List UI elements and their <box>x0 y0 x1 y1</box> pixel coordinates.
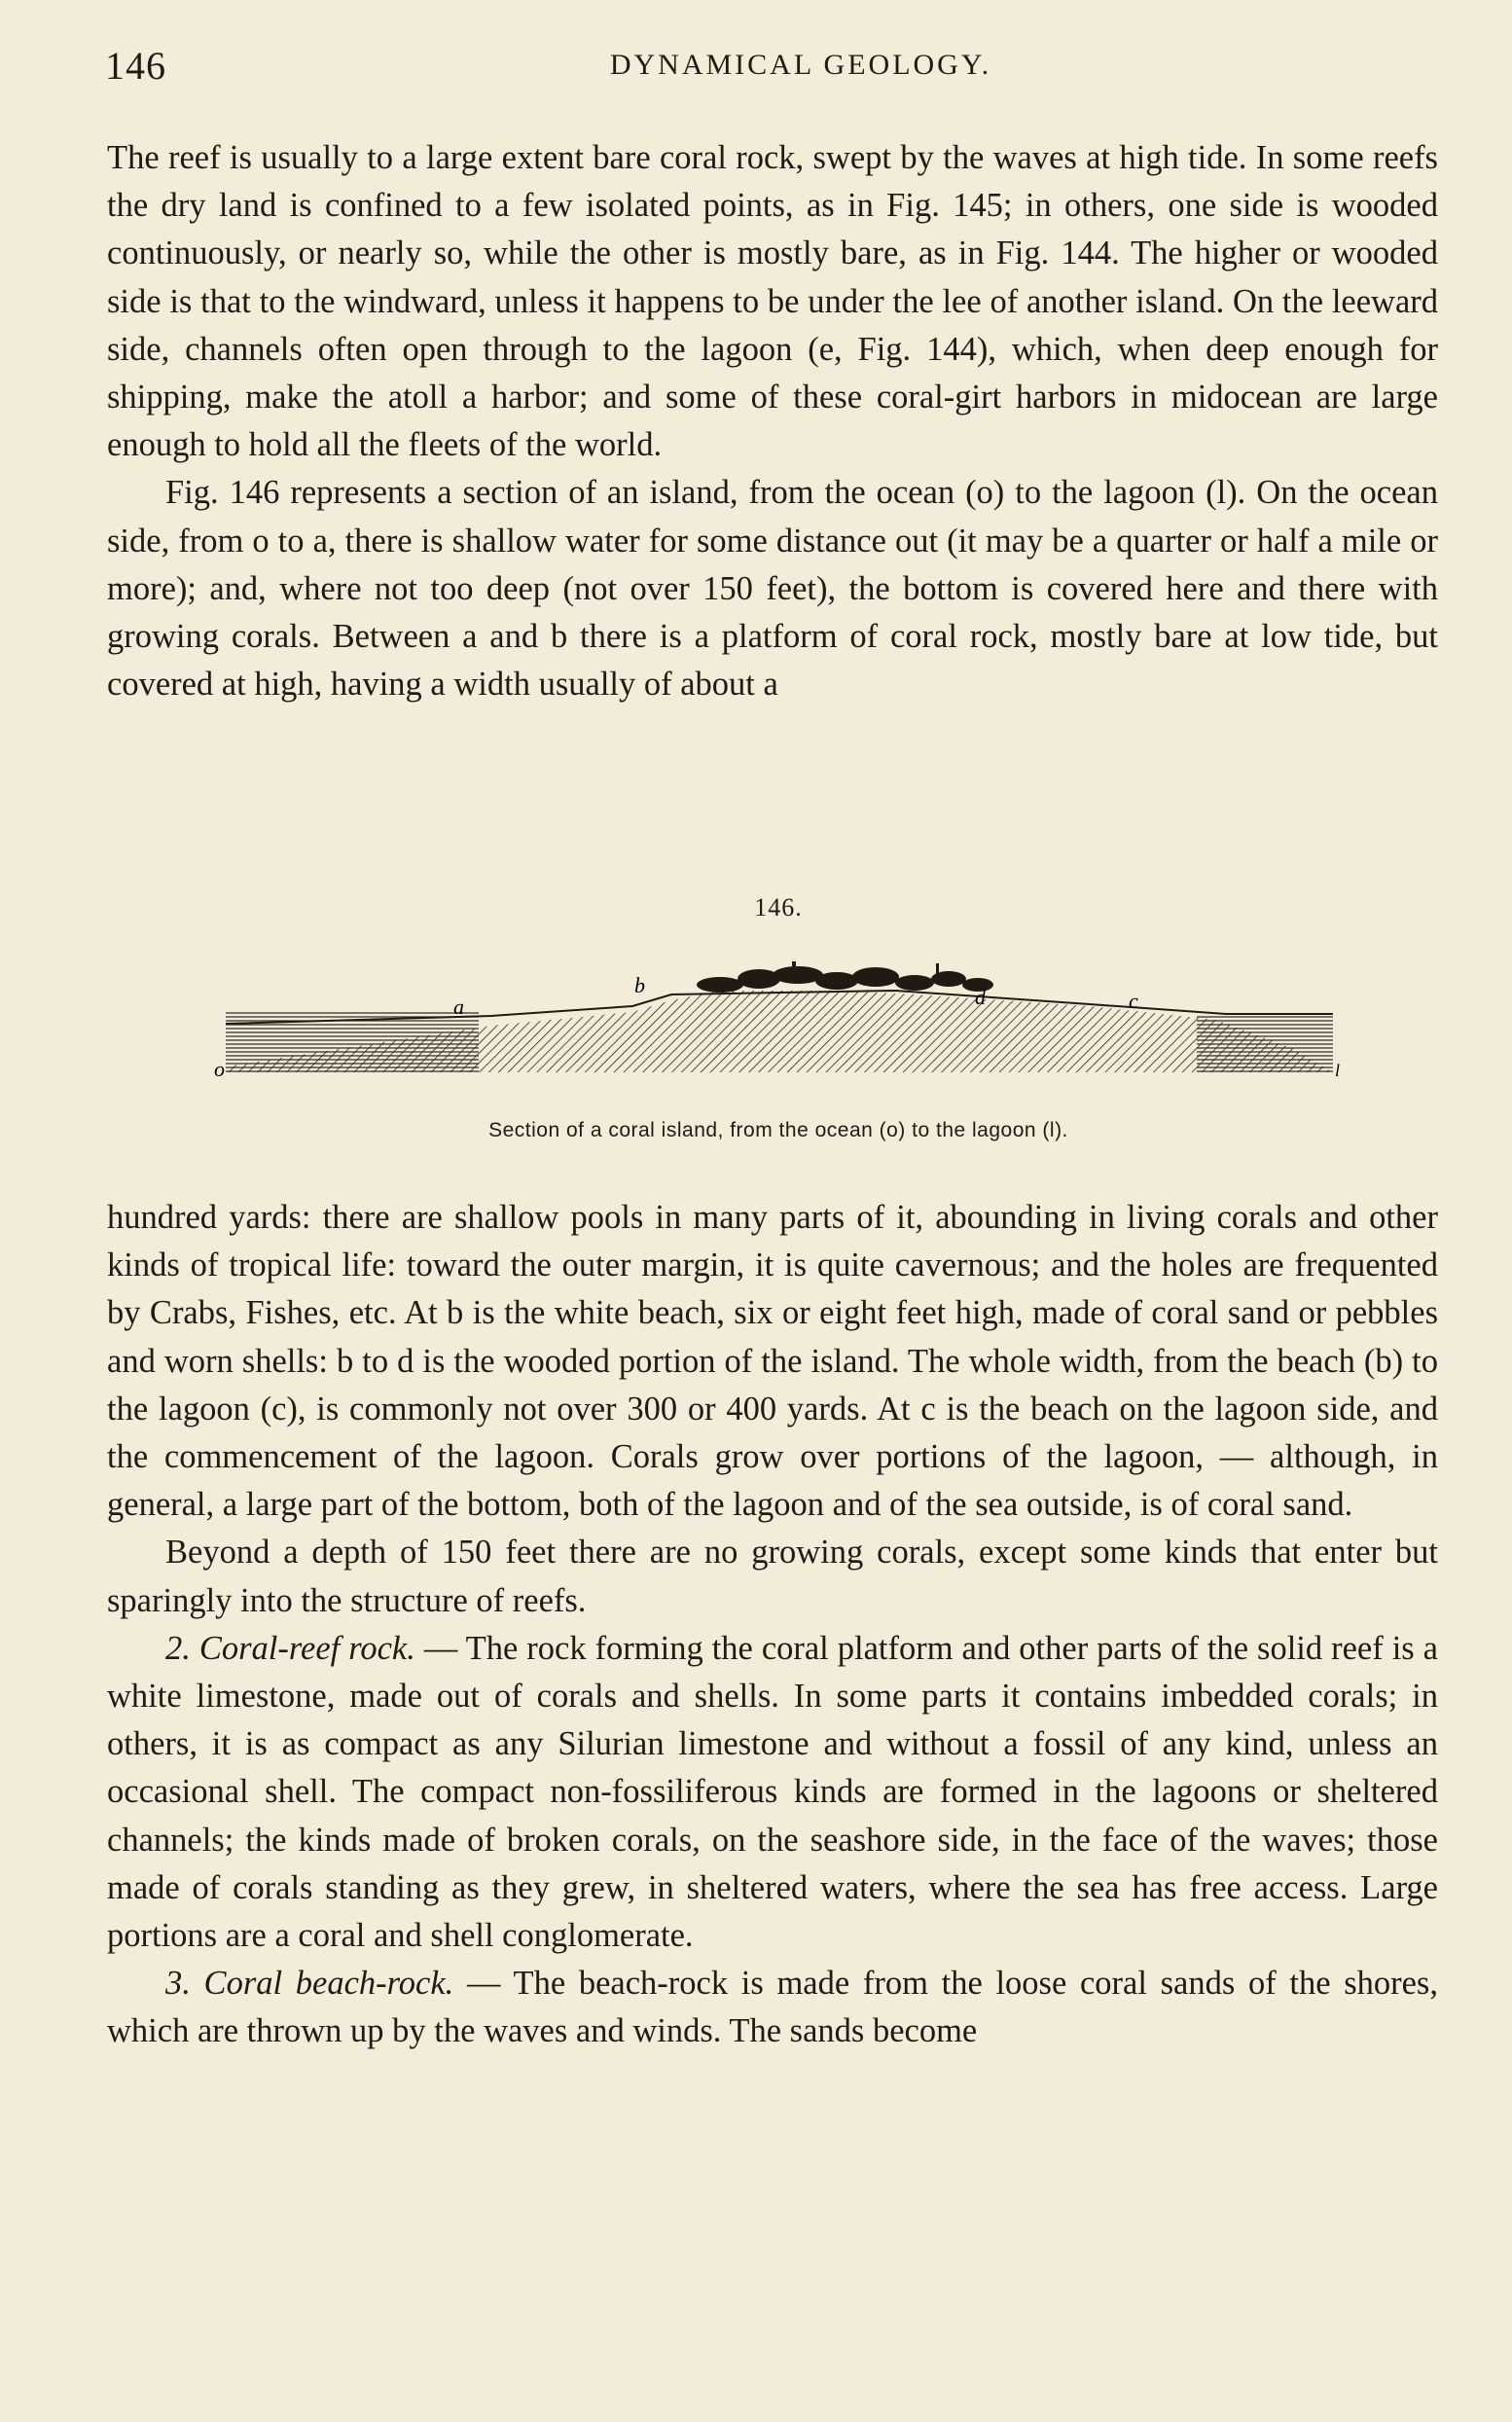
paragraph: Fig. 146 represents a section of an island, from the ocean (o) to the lagoon (l). On the ocean side, from o to a, there is shallow water for some distance out (it may be a quarter or half a mile or more); and, where not too deep (not over 150 feet), the bottom is covered here and there with growing corals. Between a and b there is a platform of coral rock, mostly bare at low tide, but covered at high, having a width usually of about a <box>107 474 1438 704</box>
figure-number: 146. <box>754 893 803 922</box>
paragraph-coral-reef-rock <box>107 1625 1438 1960</box>
label-o: o <box>214 1057 225 1081</box>
section-heading: 2. Coral-reef rock. <box>165 1629 415 1667</box>
paragraph-coral-beach-rock <box>107 1960 1438 2055</box>
island-vegetation <box>697 961 993 993</box>
paragraph: Beyond a depth of 150 feet there are no growing corals, except some kinds that enter but sparingly into the structure of reefs. <box>107 1534 1438 1619</box>
label-l: l <box>1335 1061 1341 1080</box>
paragraph-body: — The beach-rock is made from the loose coral sands of the shores, which are thrown up by the waves and winds. The sands become <box>107 1965 1438 2050</box>
figure-146 <box>214 893 1343 1166</box>
figure-caption: Section of a coral island, from the ocean (o) to the lagoon (l). <box>488 1119 1068 1141</box>
label-a: a <box>453 994 464 1019</box>
paragraph: hundred yards: there are shallow pools in many parts of it, abounding in living corals and other kinds of tropical life: toward the outer margin, it is quite cavernous; and the holes are frequented by Crabs, Fishes, etc. At b is the white beach, six or eight feet high, made of coral sand or pebbles and worn shells: b to d is the wooded portion of the island. The whole width, from the beach (b) to the lagoon (c), is commonly not over 300 or 400 yards. At c is the beach on the lagoon side, and the commencement of the lagoon. Corals grow over portions of the lagoon, — although, in general, a large part of the bottom, both of the lagoon and of the sea outside, is of coral sand. <box>107 1199 1438 1524</box>
coral-island-section-diagram <box>214 942 1343 1117</box>
section-heading: 3. Coral beach-rock. <box>165 1965 454 2003</box>
text-block-bottom <box>107 1194 1438 2056</box>
text-block-top <box>107 134 1438 708</box>
label-d: d <box>975 985 986 1009</box>
page-number: 146 <box>105 44 166 88</box>
label-b: b <box>634 973 645 997</box>
paragraph: The reef is usually to a large extent bare coral rock, swept by the waves at high tide. In some reefs the dry land is confined to a few isolated points, as in Fig. 145; in others, one side is wooded continuously, or nearly so, while the other is mostly bare, as in Fig. 144. The higher or wooded side is that to the windward, unless it happens to be under the lee of another island. On the leeward side, channels often open through to the lagoon (e, Fig. 144), which, when deep enough for shipping, make the atoll a harbor; and some of these coral-girt harbors in midocean are large enough to hold all the fleets of the world. <box>107 139 1438 464</box>
page-header <box>105 43 1438 91</box>
running-head: DYNAMICAL GEOLOGY. <box>609 49 992 81</box>
label-c: c <box>1129 989 1138 1013</box>
paragraph-body: — The rock forming the coral platform and other parts of the solid reef is a white limestone, made out of corals and shells. In some parts it contains imbedded corals; in others, it is as compact as any Silurian limestone and without a fossil of any kind, unless an occasional shell. The compact non-fossiliferous kinds are formed in the lagoons or sheltered channels; the kinds made of broken corals, on the seashore side, in the face of the waves; those made of corals standing as they grew, in sheltered waters, where the sea has free access. Large portions are a coral and shell conglomerate. <box>107 1629 1438 1955</box>
